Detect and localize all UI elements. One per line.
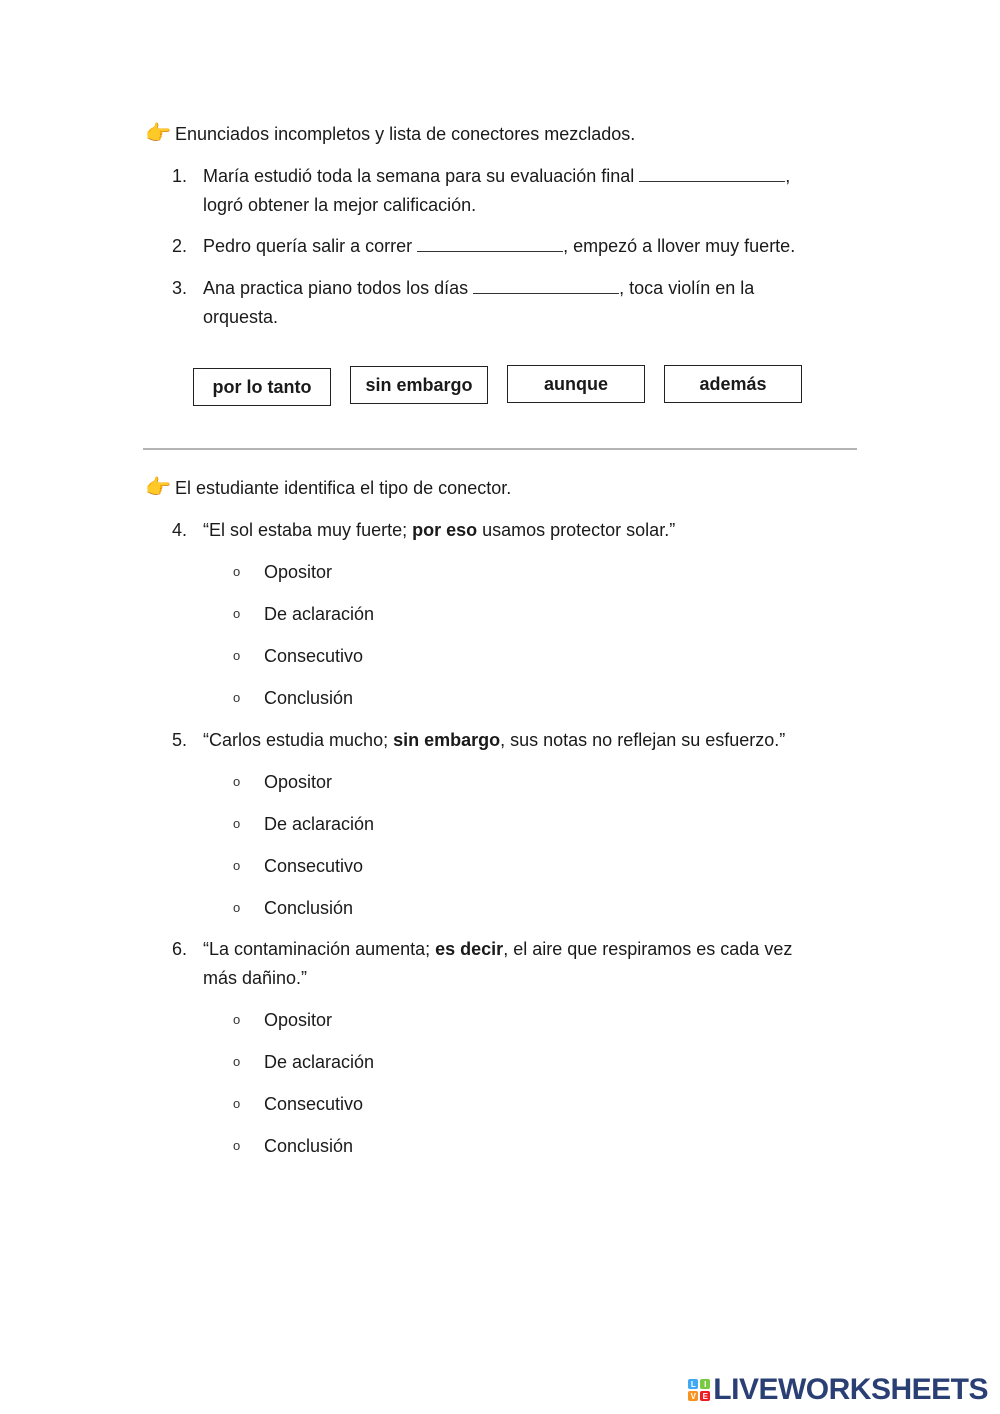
q6-option-3[interactable] (233, 1090, 363, 1118)
radio-circle-icon[interactable]: o (233, 816, 241, 831)
word-chip-ademas[interactable]: además (664, 365, 802, 403)
radio-circle-icon[interactable]: o (233, 690, 241, 705)
question-text (203, 516, 852, 545)
logo-tile: L (688, 1379, 698, 1389)
option-label: Conclusión (264, 1136, 354, 1156)
q6-option-1[interactable] (233, 1006, 332, 1034)
logo-tile: V (688, 1391, 698, 1401)
radio-circle-icon[interactable]: o (233, 1096, 241, 1111)
q4-option-1[interactable] (233, 558, 332, 586)
section2-heading-text: El estudiante identifica el tipo de conector. (175, 478, 512, 498)
radio-circle-icon[interactable]: o (233, 564, 241, 579)
item-text (203, 162, 852, 220)
item-text-before: Ana practica piano todos los días (203, 278, 474, 298)
connector-bold: por eso (412, 520, 478, 540)
section1-heading (145, 120, 635, 148)
question-text (203, 935, 852, 993)
option-label: Opositor (264, 772, 333, 792)
word-chip-sin-embargo[interactable]: sin embargo (350, 366, 488, 404)
logo-tile: I (700, 1379, 710, 1389)
option-label: Consecutivo (264, 1094, 364, 1114)
q4-option-4[interactable] (233, 684, 353, 712)
question-text-post: , sus notas no reflejan su esfuerzo.” (500, 730, 786, 750)
connector-bold: sin embargo (393, 730, 501, 750)
option-label: Consecutivo (264, 856, 364, 876)
radio-circle-icon[interactable]: o (233, 606, 241, 621)
q4-option-2[interactable] (233, 600, 374, 628)
option-label: De aclaración (264, 814, 375, 834)
logo-mark-icon (688, 1379, 710, 1401)
q6-option-4[interactable] (233, 1132, 353, 1160)
blank-field-3[interactable] (473, 275, 619, 294)
item-text-after: , (785, 166, 791, 186)
question-text-pre: “Carlos estudia mucho; (203, 730, 394, 750)
option-label: De aclaración (264, 604, 375, 624)
option-label: Consecutivo (264, 646, 364, 666)
radio-circle-icon[interactable]: o (233, 1054, 241, 1069)
q5-option-1[interactable] (233, 768, 332, 796)
question-text-pre: “La contaminación aumenta; (203, 939, 436, 959)
option-label: De aclaración (264, 1052, 375, 1072)
blank-field-1[interactable] (639, 163, 785, 182)
question-text-post: , el aire que respiramos es cada vez (503, 939, 793, 959)
question-6 (172, 935, 852, 993)
q5-option-3[interactable] (233, 852, 363, 880)
radio-circle-icon[interactable]: o (233, 900, 241, 915)
item-number: 2. (172, 236, 188, 256)
item-text-line2: logró obtener la mejor calificación. (203, 195, 477, 215)
item-text-before: María estudió toda la semana para su evaluación final (203, 166, 640, 186)
section2-heading (145, 474, 511, 502)
blank-field-2[interactable] (417, 233, 563, 252)
question-number: 4. (172, 520, 188, 540)
logo-wordmark: LIVEWORKSHEETS (713, 1373, 988, 1406)
item-text-after: , toca violín en la (619, 278, 755, 298)
connector-bold: es decir (435, 939, 504, 959)
question-text-line2: más dañino.” (203, 968, 308, 988)
radio-circle-icon[interactable]: o (233, 1138, 241, 1153)
option-label: Conclusión (264, 688, 354, 708)
word-chip-por-lo-tanto[interactable]: por lo tanto (193, 368, 331, 406)
radio-circle-icon[interactable]: o (233, 648, 241, 663)
fill-item-2 (172, 232, 852, 261)
question-4 (172, 516, 852, 545)
fill-item-3 (172, 274, 852, 332)
logo-tile: E (700, 1391, 710, 1401)
option-label: Opositor (264, 1010, 333, 1030)
option-label: Conclusión (264, 898, 354, 918)
question-number: 5. (172, 730, 188, 750)
section1-heading-text: Enunciados incompletos y lista de conectores mezclados. (175, 124, 636, 144)
radio-circle-icon[interactable]: o (233, 774, 241, 789)
item-text-before: Pedro quería salir a correr (203, 236, 418, 256)
liveworksheets-logo (688, 1373, 988, 1407)
question-5 (172, 726, 852, 755)
word-chip-aunque[interactable]: aunque (507, 365, 645, 403)
radio-circle-icon[interactable]: o (233, 858, 241, 873)
question-text-post: usamos protector solar.” (477, 520, 676, 540)
option-label: Opositor (264, 562, 333, 582)
item-text-after: , empezó a llover muy fuerte. (563, 236, 796, 256)
q4-option-3[interactable] (233, 642, 363, 670)
question-text (203, 726, 852, 755)
item-text (203, 274, 852, 332)
q5-option-2[interactable] (233, 810, 374, 838)
pointing-hand-icon: 👉 (145, 476, 172, 499)
fill-item-1 (172, 162, 852, 220)
radio-circle-icon[interactable]: o (233, 1012, 241, 1027)
section-divider (143, 448, 857, 450)
question-text-pre: “El sol estaba muy fuerte; (203, 520, 413, 540)
item-text (203, 232, 852, 261)
pointing-hand-icon: 👉 (145, 122, 172, 145)
question-number: 6. (172, 939, 188, 959)
q6-option-2[interactable] (233, 1048, 374, 1076)
item-number: 1. (172, 166, 188, 186)
item-text-line2: orquesta. (203, 307, 279, 327)
q5-option-4[interactable] (233, 894, 353, 922)
item-number: 3. (172, 278, 188, 298)
